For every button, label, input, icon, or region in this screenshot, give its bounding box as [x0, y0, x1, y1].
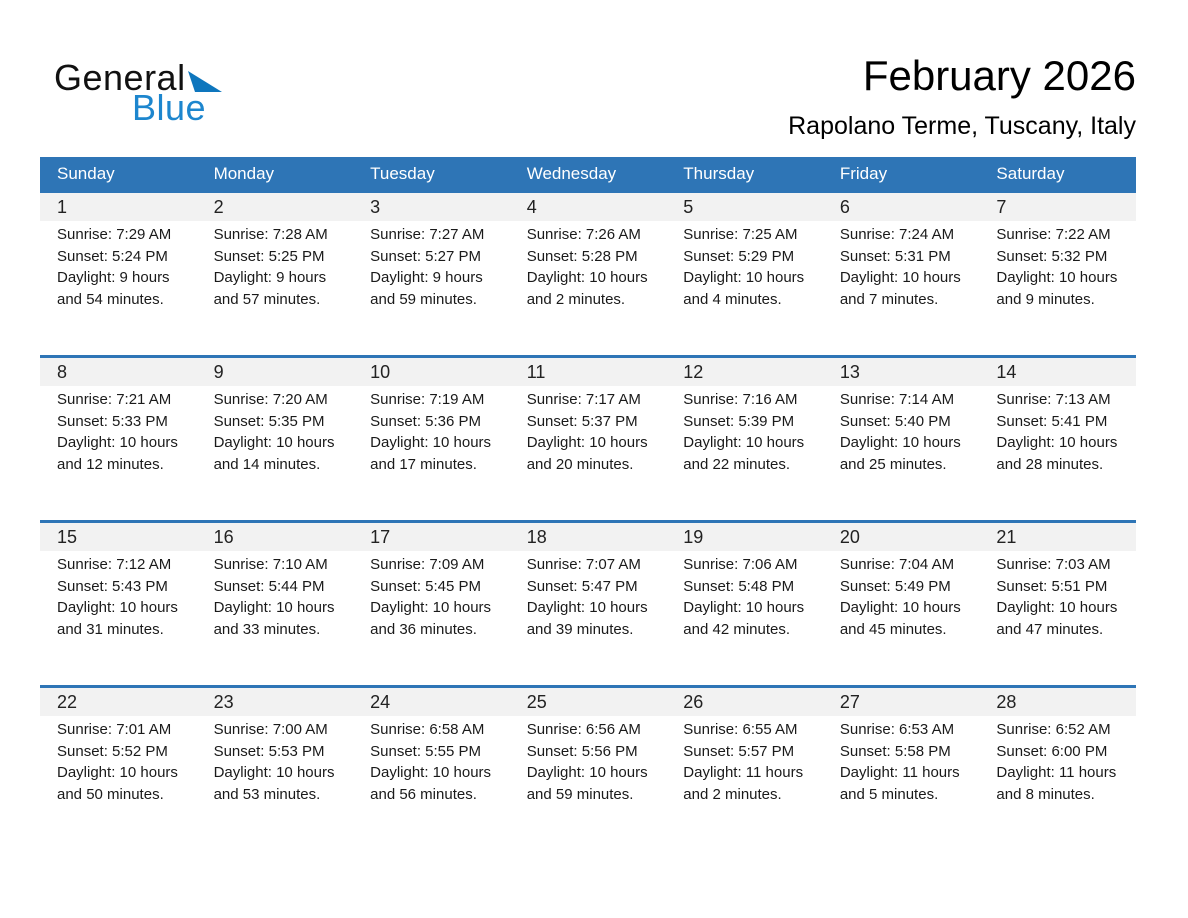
sunrise-line: Sunrise: 7:12 AM: [57, 556, 172, 573]
day-details: [197, 551, 354, 640]
day-details: [510, 221, 667, 310]
day-cell: [823, 688, 980, 850]
day-cell: [510, 523, 667, 685]
page-title: February 2026: [862, 52, 1136, 99]
sunrise-line: Sunrise: 6:56 AM: [526, 721, 641, 738]
day-details: [197, 716, 354, 805]
day-details: [353, 221, 510, 310]
sunset-line: Sunset: 5:41 PM: [996, 412, 1108, 430]
sunrise-line: Sunrise: 6:52 AM: [996, 721, 1111, 738]
general-blue-logo: [54, 57, 222, 128]
day-details: [510, 716, 667, 805]
daylight-line: Daylight: 11 hours and 5 minutes.: [839, 764, 960, 803]
daylight-line: Daylight: 10 hours and 20 minutes.: [526, 434, 648, 473]
sunrise-line: Sunrise: 7:09 AM: [370, 556, 485, 573]
day-number: 5: [666, 193, 823, 221]
day-cell: [353, 358, 510, 520]
day-cell: [197, 358, 354, 520]
sunrise-line: Sunrise: 6:55 AM: [683, 721, 798, 738]
location-subtitle: Rapolano Terme, Tuscany, Italy: [788, 112, 1136, 140]
daylight-line: Daylight: 10 hours and 17 minutes.: [370, 434, 492, 473]
day-number: 8: [40, 358, 197, 386]
logo-text-general: General: [54, 57, 186, 98]
sunset-line: Sunset: 5:57 PM: [683, 742, 795, 760]
day-number: 11: [510, 358, 667, 386]
day-number: 10: [353, 358, 510, 386]
day-number: 21: [979, 523, 1136, 551]
sunrise-line: Sunrise: 7:10 AM: [213, 556, 328, 573]
sunrise-line: Sunrise: 7:24 AM: [839, 226, 955, 243]
day-cell: [666, 193, 823, 355]
day-number: 24: [353, 688, 510, 716]
day-cell: [666, 523, 823, 685]
sunset-line: Sunset: 5:31 PM: [839, 247, 951, 265]
day-details: [979, 551, 1136, 640]
sunset-line: Sunset: 5:44 PM: [213, 577, 325, 595]
weeks-container: [40, 190, 1136, 850]
sunset-line: Sunset: 5:33 PM: [57, 412, 168, 430]
day-details: [40, 221, 197, 310]
sunset-line: Sunset: 5:32 PM: [996, 247, 1108, 265]
day-cell: [666, 688, 823, 850]
daylight-line: Daylight: 10 hours and 42 minutes.: [683, 599, 805, 638]
sunrise-line: Sunrise: 7:16 AM: [683, 391, 798, 408]
sunrise-line: Sunrise: 7:27 AM: [370, 226, 485, 243]
sunset-line: Sunset: 5:48 PM: [683, 577, 795, 595]
day-cell: [40, 688, 197, 850]
weekday-header-cell: Wednesday: [526, 163, 617, 183]
daylight-line: Daylight: 10 hours and 47 minutes.: [996, 599, 1118, 638]
day-cell: [823, 523, 980, 685]
sunset-line: Sunset: 5:43 PM: [57, 577, 168, 595]
day-details: [197, 221, 354, 310]
sunrise-line: Sunrise: 7:25 AM: [683, 226, 798, 243]
daylight-line: Daylight: 10 hours and 12 minutes.: [57, 434, 178, 473]
day-number: 26: [666, 688, 823, 716]
day-number: 12: [666, 358, 823, 386]
day-details: [353, 716, 510, 805]
sunset-line: Sunset: 5:49 PM: [839, 577, 951, 595]
day-number: 9: [197, 358, 354, 386]
weekday-header-cell: Sunday: [57, 163, 115, 183]
day-cell: [979, 358, 1136, 520]
sunset-line: Sunset: 5:45 PM: [370, 577, 482, 595]
day-cell: [40, 193, 197, 355]
sunrise-line: Sunrise: 7:21 AM: [57, 391, 172, 408]
daylight-line: Daylight: 10 hours and 53 minutes.: [213, 764, 335, 803]
day-details: [979, 221, 1136, 310]
day-number: 25: [510, 688, 667, 716]
daylight-line: Daylight: 9 hours and 54 minutes.: [57, 269, 170, 308]
sunset-line: Sunset: 5:25 PM: [213, 247, 325, 265]
day-number: 19: [666, 523, 823, 551]
sunset-line: Sunset: 5:47 PM: [526, 577, 638, 595]
sunrise-line: Sunrise: 7:22 AM: [996, 226, 1111, 243]
weekday-header-cell: Saturday: [996, 163, 1065, 183]
sunset-line: Sunset: 6:00 PM: [996, 742, 1108, 760]
sunset-line: Sunset: 5:27 PM: [370, 247, 482, 265]
day-details: [823, 551, 980, 640]
daylight-line: Daylight: 10 hours and 33 minutes.: [213, 599, 335, 638]
weekday-header-row: [40, 157, 1136, 190]
daylight-line: Daylight: 11 hours and 8 minutes.: [996, 764, 1117, 803]
sunset-line: Sunset: 5:36 PM: [370, 412, 482, 430]
day-cell: [510, 358, 667, 520]
day-details: [40, 716, 197, 805]
sunset-line: Sunset: 5:29 PM: [683, 247, 795, 265]
day-details: [666, 221, 823, 310]
day-details: [510, 551, 667, 640]
day-details: [40, 386, 197, 475]
day-number: 17: [353, 523, 510, 551]
day-cell: [353, 688, 510, 850]
daylight-line: Daylight: 9 hours and 59 minutes.: [370, 269, 483, 308]
daylight-line: Daylight: 10 hours and 45 minutes.: [839, 599, 961, 638]
daylight-line: Daylight: 10 hours and 14 minutes.: [213, 434, 335, 473]
sunrise-line: Sunrise: 7:14 AM: [839, 391, 955, 408]
daylight-line: Daylight: 10 hours and 22 minutes.: [683, 434, 805, 473]
day-cell: [510, 193, 667, 355]
sunrise-line: Sunrise: 6:53 AM: [839, 721, 955, 738]
day-cell: [979, 523, 1136, 685]
sunset-line: Sunset: 5:37 PM: [526, 412, 638, 430]
day-cell: [197, 193, 354, 355]
daylight-line: Daylight: 10 hours and 36 minutes.: [370, 599, 492, 638]
sunrise-line: Sunrise: 7:17 AM: [526, 391, 641, 408]
day-cell: [40, 358, 197, 520]
logo-text-blue: Blue: [132, 87, 207, 128]
day-cell: [197, 523, 354, 685]
daylight-line: Daylight: 10 hours and 56 minutes.: [370, 764, 492, 803]
daylight-line: Daylight: 10 hours and 2 minutes.: [526, 269, 648, 308]
day-number: 3: [353, 193, 510, 221]
week-row: [40, 520, 1136, 685]
sunrise-line: Sunrise: 7:01 AM: [57, 721, 172, 738]
day-cell: [979, 688, 1136, 850]
weekday-header-cell: Monday: [213, 163, 275, 183]
sunset-line: Sunset: 5:55 PM: [370, 742, 482, 760]
day-details: [666, 551, 823, 640]
page-header: [40, 0, 1136, 157]
day-number: 4: [510, 193, 667, 221]
day-cell: [823, 358, 980, 520]
day-details: [823, 716, 980, 805]
day-details: [666, 386, 823, 475]
sunrise-line: Sunrise: 7:13 AM: [996, 391, 1111, 408]
sunrise-line: Sunrise: 7:06 AM: [683, 556, 798, 573]
daylight-line: Daylight: 10 hours and 31 minutes.: [57, 599, 178, 638]
day-details: [510, 386, 667, 475]
sunrise-line: Sunrise: 6:58 AM: [370, 721, 485, 738]
day-number: 2: [197, 193, 354, 221]
day-number: 6: [823, 193, 980, 221]
sunrise-line: Sunrise: 7:19 AM: [370, 391, 485, 408]
sunrise-line: Sunrise: 7:00 AM: [213, 721, 328, 738]
week-row: [40, 355, 1136, 520]
sunset-line: Sunset: 5:51 PM: [996, 577, 1108, 595]
day-cell: [197, 688, 354, 850]
day-number: 27: [823, 688, 980, 716]
daylight-line: Daylight: 9 hours and 57 minutes.: [213, 269, 327, 308]
sunset-line: Sunset: 5:39 PM: [683, 412, 795, 430]
sunset-line: Sunset: 5:24 PM: [57, 247, 168, 265]
weekday-header-cell: Tuesday: [370, 163, 435, 183]
day-cell: [40, 523, 197, 685]
sunrise-line: Sunrise: 7:20 AM: [213, 391, 328, 408]
day-details: [666, 716, 823, 805]
calendar-table: [40, 157, 1136, 850]
sunrise-line: Sunrise: 7:03 AM: [996, 556, 1111, 573]
weekday-header-cell: Friday: [839, 163, 888, 183]
day-cell: [823, 193, 980, 355]
day-cell: [666, 358, 823, 520]
day-details: [40, 551, 197, 640]
sunset-line: Sunset: 5:58 PM: [839, 742, 951, 760]
day-number: 18: [510, 523, 667, 551]
day-details: [979, 716, 1136, 805]
sunrise-line: Sunrise: 7:04 AM: [839, 556, 955, 573]
sunset-line: Sunset: 5:56 PM: [526, 742, 638, 760]
daylight-line: Daylight: 10 hours and 25 minutes.: [839, 434, 961, 473]
day-cell: [510, 688, 667, 850]
day-number: 28: [979, 688, 1136, 716]
daylight-line: Daylight: 10 hours and 39 minutes.: [526, 599, 648, 638]
sunrise-line: Sunrise: 7:07 AM: [526, 556, 641, 573]
day-details: [823, 386, 980, 475]
sunset-line: Sunset: 5:40 PM: [839, 412, 951, 430]
week-row: [40, 685, 1136, 850]
sunrise-line: Sunrise: 7:28 AM: [213, 226, 328, 243]
daylight-line: Daylight: 10 hours and 28 minutes.: [996, 434, 1118, 473]
day-number: 14: [979, 358, 1136, 386]
sunset-line: Sunset: 5:52 PM: [57, 742, 168, 760]
day-cell: [353, 193, 510, 355]
day-number: 7: [979, 193, 1136, 221]
day-number: 1: [40, 193, 197, 221]
daylight-line: Daylight: 10 hours and 7 minutes.: [839, 269, 961, 308]
day-details: [979, 386, 1136, 475]
day-details: [353, 386, 510, 475]
sunset-line: Sunset: 5:35 PM: [213, 412, 325, 430]
day-number: 20: [823, 523, 980, 551]
sunset-line: Sunset: 5:28 PM: [526, 247, 638, 265]
day-cell: [979, 193, 1136, 355]
day-details: [197, 386, 354, 475]
sunset-line: Sunset: 5:53 PM: [213, 742, 325, 760]
day-details: [353, 551, 510, 640]
daylight-line: Daylight: 10 hours and 50 minutes.: [57, 764, 178, 803]
day-number: 22: [40, 688, 197, 716]
sunrise-line: Sunrise: 7:29 AM: [57, 226, 172, 243]
daylight-line: Daylight: 10 hours and 59 minutes.: [526, 764, 648, 803]
sunrise-line: Sunrise: 7:26 AM: [526, 226, 641, 243]
day-details: [823, 221, 980, 310]
weekday-header-cell: Thursday: [683, 163, 755, 183]
daylight-line: Daylight: 10 hours and 9 minutes.: [996, 269, 1118, 308]
day-number: 16: [197, 523, 354, 551]
title-block: [788, 52, 1136, 141]
day-number: 23: [197, 688, 354, 716]
week-row: [40, 190, 1136, 355]
day-number: 15: [40, 523, 197, 551]
day-number: 13: [823, 358, 980, 386]
day-cell: [353, 523, 510, 685]
daylight-line: Daylight: 11 hours and 2 minutes.: [683, 764, 804, 803]
daylight-line: Daylight: 10 hours and 4 minutes.: [683, 269, 805, 308]
